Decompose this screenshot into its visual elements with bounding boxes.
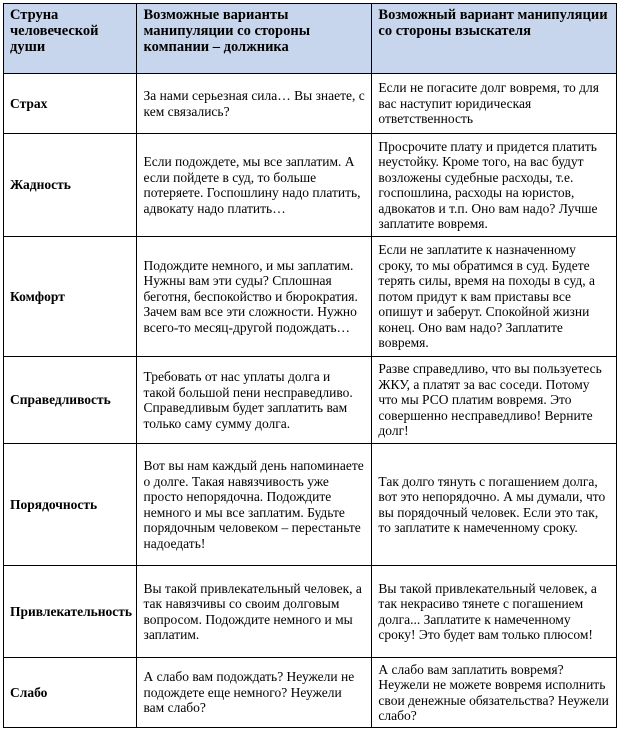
row-debtor: Подождите немного, и мы заплатим. Нужны вам эти суды? Сплошная беготня, беспокойство и бюрократия. Зачем вам все эти сложности. Нужно всего-то месяц-другой подождать… <box>137 237 372 357</box>
table-row <box>4 566 617 658</box>
row-collector: Просрочите плату и придется платить неустойку. Кроме того, на вас будут возложены судебные расходы, т.е. госпошлина, расходы на юристов, адвокатов и т.п. Оно вам надо? Лучше заплатите вовремя. <box>372 134 617 237</box>
row-collector: А слабо вам заплатить вовремя? Неужели не можете вовремя исполнить свои денежные обязательства? Неужели слабо? <box>372 658 617 728</box>
row-string: Порядочность <box>4 444 137 566</box>
row-debtor: Вы такой привлекательный человек, а так навязчивы со своим долговым вопросом. Подождите немного и мы заплатим. <box>137 566 372 658</box>
row-collector: Так долго тянуть с погашением долга, вот это непорядочно. А мы думали, что вы порядочный человек. Если это так, то заплатите к намеченному сроку. <box>372 444 617 566</box>
table-row <box>4 237 617 357</box>
row-debtor: Вот вы нам каждый день напоминаете о долге. Такая навязчивость уже просто непорядочна. Подождите немного и мы все заплатим. Будьте порядочным человеком – перестаньте надоедать! <box>137 444 372 566</box>
row-collector: Вы такой привлекательный человек, а так некрасиво тянете с погашением долга... Заплатите к намеченному сроку! Это будет вам только плюсом! <box>372 566 617 658</box>
table-row <box>4 74 617 134</box>
row-collector: Если не заплатите к назначенному сроку, то мы обратимся в суд. Будете терять силы, время на походы в суд, а потом придут к вам приставы все опишут и заберут. Спокойной жизни конец. Оно вам надо? Заплатите вовремя. <box>372 237 617 357</box>
header-collector: Возможный вариант манипуляции со стороны взыскателя <box>372 4 617 74</box>
table-row <box>4 658 617 728</box>
header-string: Струна человеческой души <box>4 4 137 74</box>
row-debtor: А слабо вам подождать? Неужели не подождете еще немного? Неужели вам слабо? <box>137 658 372 728</box>
row-string: Жадность <box>4 134 137 237</box>
row-string: Страх <box>4 74 137 134</box>
row-collector: Если не погасите долг вовремя, то для вас наступит юридическая ответственность <box>372 74 617 134</box>
row-collector: Разве справедливо, что вы пользуетесь ЖКУ, а платят за вас соседи. Потому что мы РСО платим вовремя. Это совершенно несправедливо! Верните долг! <box>372 357 617 444</box>
table-row <box>4 134 617 237</box>
row-debtor: Требовать от нас уплаты долга и такой большой пени несправедливо. Справедливым будет заплатить вам только саму сумму долга. <box>137 357 372 444</box>
row-debtor: За нами серьезная сила… Вы знаете, с кем связались? <box>137 74 372 134</box>
table-row <box>4 444 617 566</box>
row-string: Справедливость <box>4 357 137 444</box>
row-debtor: Если подождете, мы все заплатим. А если пойдете в суд, то больше потеряете. Госпошлину надо платить, адвокату надо платить… <box>137 134 372 237</box>
header-row <box>4 4 617 74</box>
row-string: Комфорт <box>4 237 137 357</box>
table-row <box>4 357 617 444</box>
row-string: Слабо <box>4 658 137 728</box>
header-debtor: Возможные варианты манипуляции со стороны компании – должника <box>137 4 372 74</box>
row-string: Привлекательность <box>4 566 137 658</box>
manipulation-table <box>3 3 617 728</box>
